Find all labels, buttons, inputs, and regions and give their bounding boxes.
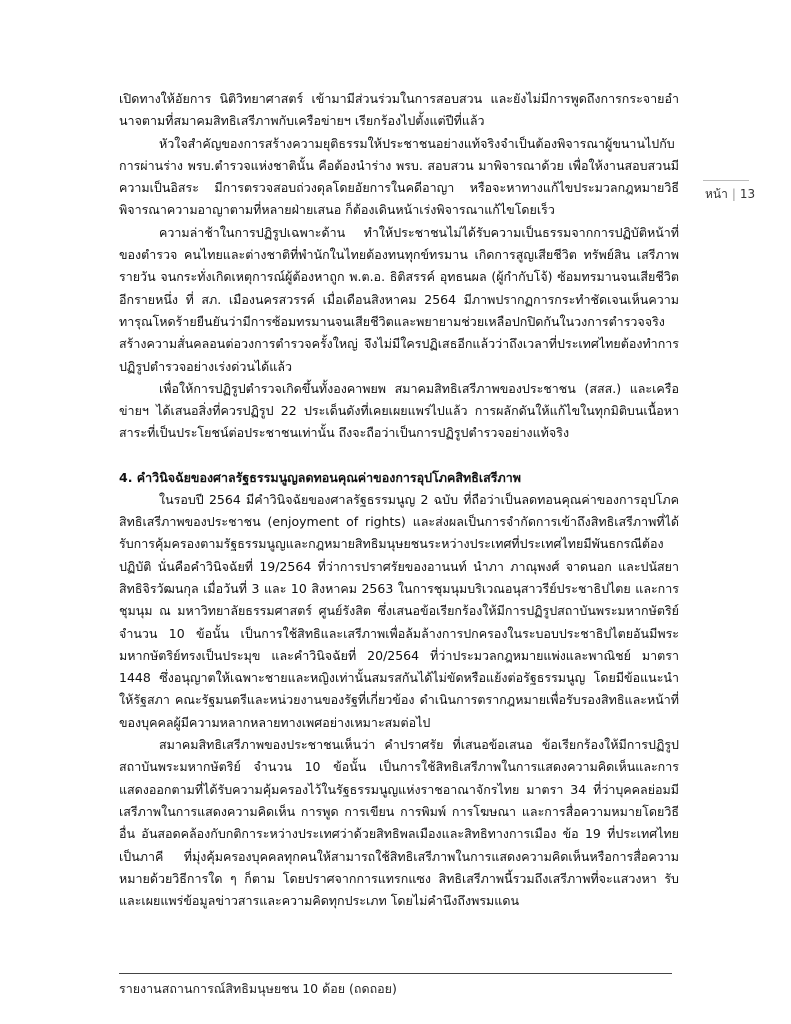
document-body [119, 88, 679, 912]
paragraph-reform-proposal: เพื่อให้การปฏิรูปตำรวจเกิดขึ้นทั้งองคาพยพ สมาคมสิทธิเสรีภาพของประชาชน (สสส.) และเครือข่ายฯ ได้เสนอสิ่งที่ควรปฏิรูป 22 ประเด็นดังที่เคยเผยแพร่ไปแล้ว การผลักดันให้แก้ไขในทุกมิติบนเนื้อหาสาระที่เป็นประโยชน์ต่อประชาชนเท่านั้น ถึงจะถือว่าเป็นการปฏิรูปตำรวจอย่างแท้จริง [119, 380, 679, 441]
paragraph-association-view: สมาคมสิทธิเสรีภาพของประชาชนเห็นว่า คำปราศรัย ที่เสนอข้อเสนอ ข้อเรียกร้องให้มีการปฏิรูปสถาบันพระมหากษัตริย์ จำนวน 10 ข้อนั้น เป็นการใช้สิทธิเสรีภาพในการแสดงความคิดเห็นและการแสดงออกตามที่ได้รับความคุ้มครองไว้ในรัฐธรรมนูญแห่งราชอาณาจักรไทย มาตรา 34 ที่ว่าบุคคลย่อมมีเสรีภาพในการแสดงความคิดเห็น การพูด การเขียน การพิมพ์ การโฆษณา และการสื่อความหมายโดยวิธีอื่น อันสอดคล้องกับกติการะหว่างประเทศว่าด้วยสิทธิพลเมืองและสิทธิทางการเมือง ข้อ 19 ที่ประเทศไทยเป็นภาคี ที่มุ่งคุ้มครองบุคคลทุกคนให้สามารถใช้สิทธิเสรีภาพในการแสดงความคิดเห็นหรือการสื่อความหมายด้วยวิธีการใด ๆ ก็ตาม โดยปราศจากการแทรกแซง สิทธิเสรีภาพนี้รวมถึงเสรีภาพที่จะแสวงหา รับและเผยแพร่ข้อมูลข่าวสารและความคิดทุกประเภท โดยไม่คำนึงถึงพรมแดน [119, 737, 679, 909]
paragraph-continued: เปิดทางให้อัยการ นิติวิทยาศาสตร์ เข้ามามีส่วนร่วมในการสอบสวน และยังไม่มีการพูดถึงการกระจายอำนาจตามที่สมาคมสิทธิเสรีภาพกับเครือข่ายฯ เรียกร้องไปตั้งแต่ปีที่แล้ว [119, 91, 679, 129]
section-heading: 4. คำวินิจฉัยของศาลรัฐธรรมนูญลดทอนคุณค่าของการอุปโภคสิทธิเสรีภาพ [119, 469, 522, 485]
page-number-label: หน้า [705, 187, 728, 201]
page-number-rule [703, 180, 749, 181]
footer-rule [119, 973, 672, 974]
paragraph-court-rulings: ในรอบปี 2564 มีคำวินิจฉัยของศาลรัฐธรรมนูญ 2 ฉบับ ที่ถือว่าเป็นลดทอนคุณค่าของการอุปโภคสิทธิเสรีภาพของประชาชน (enjoyment of rights) และส่งผลเป็นการจำกัดการเข้าถึงสิทธิเสรีภาพที่ได้รับการคุ้มครองตามรัฐธรรมนูญและกฎหมายสิทธิมนุษยชนระหว่างประเทศที่ประเทศไทยมีพันธกรณีต้องปฏิบัติ นั่นคือคำวินิจฉัยที่ 19/2564 ที่ว่าการปราศรัยของอานนท์ นำภา ภาณุพงศ์ จาดนอก และปนัสยา สิทธิจิรวัฒนกุล เมื่อวันที่ 3 และ 10 สิงหาคม 2563 ในการชุมนุมบริเวณอนุสาวรีย์ประชาธิปไตย และการชุมนุม ณ มหาวิทยาลัยธรรมศาสตร์ ศูนย์รังสิต ซึ่งเสนอข้อเรียกร้องให้มีการปฏิรูปสถาบันพระมหากษัตริย์ จำนวน 10 ข้อนั้น เป็นการใช้สิทธิและเสรีภาพเพื่อล้มล้างการปกครองในระบอบประชาธิปไตยอันมีพระมหากษัตริย์ทรงเป็นประมุข และคำวินิจฉัยที่ 20/2564 ที่ว่าประมวลกฎหมายแพ่งและพาณิชย์ มาตรา 1448 ซึ่งอนุญาตให้เฉพาะชายและหญิงเท่านั้นสมรสกันได้ไม่ขัดหรือแย้งต่อรัฐธรรมนูญ โดยมีข้อแนะนำให้รัฐสภา คณะรัฐมนตรีและหน่วยงานของรัฐที่เกี่ยวข้อง ดำเนินการตรากฎหมายเพื่อรับรองสิทธิและหน้าที่ของบุคคลผู้มีความหลากหลายทางเพศอย่างเหมาะสมต่อไป [119, 491, 679, 730]
paragraph-justice-heart: หัวใจสำคัญของการสร้างความยุติธรรมให้ประชาชนอย่างแท้จริงจำเป็นต้องพิจารณาผู้ขนานไปกับการผ่านร่าง พรบ.ตำรวจแห่งชาตินั้น คือต้องนำร่าง พรบ. สอบสวน มาพิจารณาด้วย เพื่อให้งานสอบสวนมีความเป็นอิสระ มีการตรวจสอบถ่วงดุลโดยอัยการในคดีอาญา หรือจะหาทางแก้ไขประมวลกฎหมายวิธีพิจารณาความอาญาตามที่หลายฝ่ายเสนอ ก็ต้องเดินหน้าเร่งพิจารณาแก้ไขโดยเร็ว [119, 135, 679, 218]
paragraph-reform-delay: ความล่าช้าในการปฏิรูปเฉพาะด้าน ทำให้ประชาชนไม่ได้รับความเป็นธรรมจากการปฏิบัติหน้าที่ของตำรวจ คนไทยและต่างชาติที่พำนักในไทยต้องทนทุกข์ทรมาน เกิดการสูญเสียชีวิต ทรัพย์สิน เสรีภาพรายวัน จนกระทั่งเกิดเหตุการณ์ผู้ต้องหาถูก พ.ต.อ. ธิติสรรค์ อุทธนผล (ผู้กำกับโจ้) ซ้อมทรมานจนเสียชีวิตอีกรายหนึ่ง ที่ สภ. เมืองนครสวรรค์ เมื่อเดือนสิงหาคม 2564 มีภาพปรากฏการกระทำชัดเจนเห็นความทารุณโหดร้ายยืนยันว่ามีการซ้อมทรมานจนเสียชีวิตและพยายามช่วยเหลือปกปิดกันในวงการตำรวจจริง สร้างความสั่นคลอนต่อวงการตำรวจครั้งใหญ่ จึงไม่มีใครปฏิเสธอีกแล้วว่าถึงเวลาที่ประเทศไทยต้องทำการปฏิรูปตำรวจอย่างเร่งด่วนได้แล้ว [119, 224, 679, 374]
page-number-separator: | [731, 187, 736, 201]
page-number-value: 13 [739, 187, 756, 201]
footer-text: รายงานสถานการณ์สิทธิมนุษยชน 10 ด้อย (ถดถอย) [119, 981, 397, 996]
page-number [705, 185, 755, 204]
